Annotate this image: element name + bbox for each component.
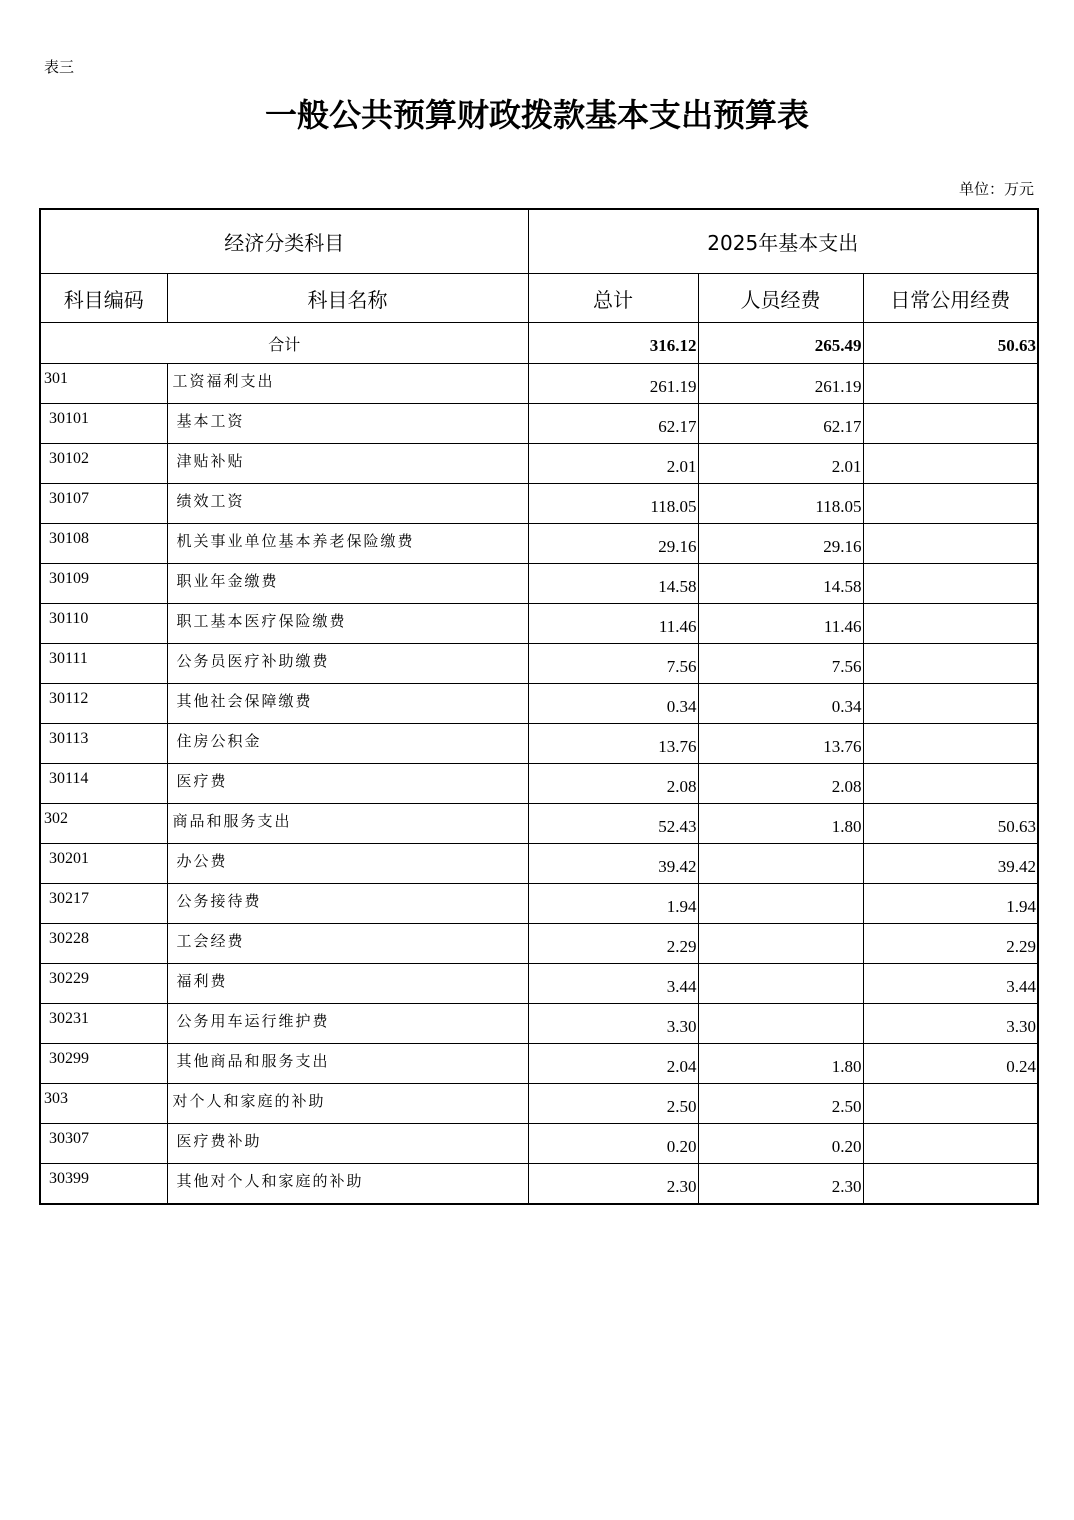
cell-public (863, 484, 1038, 524)
cell-total: 29.16 (528, 524, 698, 564)
budget-table (39, 208, 1039, 1205)
table-row (40, 444, 1038, 484)
cell-public (863, 364, 1038, 404)
cell-code: 30113 (40, 724, 167, 764)
cell-total: 0.34 (528, 684, 698, 724)
cell-personnel: 29.16 (698, 524, 863, 564)
cell-public (863, 604, 1038, 644)
cell-code: 30110 (40, 604, 167, 644)
cell-personnel (698, 924, 863, 964)
cell-total: 52.43 (528, 804, 698, 844)
cell-personnel: 261.19 (698, 364, 863, 404)
table-row (40, 724, 1038, 764)
cell-personnel: 1.80 (698, 804, 863, 844)
cell-public (863, 764, 1038, 804)
table-row (40, 1044, 1038, 1084)
cell-code: 30307 (40, 1124, 167, 1164)
total-row (40, 323, 1038, 364)
page-title: 一般公共预算财政拨款基本支出预算表 (264, 96, 809, 134)
cell-personnel: 11.46 (698, 604, 863, 644)
cell-code: 30217 (40, 884, 167, 924)
cell-public (863, 684, 1038, 724)
cell-public: 39.42 (863, 844, 1038, 884)
cell-public (863, 724, 1038, 764)
cell-name: 其他商品和服务支出 (167, 1044, 528, 1084)
header-column-row (40, 274, 1038, 323)
cell-personnel: 2.08 (698, 764, 863, 804)
cell-code: 30231 (40, 1004, 167, 1044)
cell-public: 2.29 (863, 924, 1038, 964)
cell-name: 福利费 (167, 964, 528, 1004)
cell-code: 30108 (40, 524, 167, 564)
cell-total: 3.30 (528, 1004, 698, 1044)
table-row (40, 964, 1038, 1004)
cell-name: 机关事业单位基本养老保险缴费 (167, 524, 528, 564)
cell-public (863, 524, 1038, 564)
total-cell-public: 50.63 (863, 323, 1038, 364)
cell-name: 公务员医疗补助缴费 (167, 644, 528, 684)
table-row (40, 484, 1038, 524)
cell-total: 62.17 (528, 404, 698, 444)
cell-total: 1.94 (528, 884, 698, 924)
table-row (40, 1084, 1038, 1124)
cell-total: 2.08 (528, 764, 698, 804)
column-header-public: 日常公用经费 (863, 274, 1038, 323)
cell-name: 职业年金缴费 (167, 564, 528, 604)
table-row (40, 764, 1038, 804)
cell-name: 住房公积金 (167, 724, 528, 764)
header-group-row (40, 209, 1038, 274)
cell-code: 30228 (40, 924, 167, 964)
table-row (40, 644, 1038, 684)
cell-code: 30111 (40, 644, 167, 684)
cell-code: 303 (40, 1084, 167, 1124)
cell-public: 3.30 (863, 1004, 1038, 1044)
cell-total: 14.58 (528, 564, 698, 604)
cell-personnel: 62.17 (698, 404, 863, 444)
cell-code: 30109 (40, 564, 167, 604)
cell-name: 津贴补贴 (167, 444, 528, 484)
table-row (40, 1004, 1038, 1044)
cell-name: 公务接待费 (167, 884, 528, 924)
total-cell-personnel: 265.49 (698, 323, 863, 364)
table-row (40, 684, 1038, 724)
cell-public (863, 1084, 1038, 1124)
cell-code: 30102 (40, 444, 167, 484)
cell-code: 30229 (40, 964, 167, 1004)
cell-total: 3.44 (528, 964, 698, 1004)
table-row (40, 804, 1038, 844)
column-header-personnel: 人员经费 (698, 274, 863, 323)
cell-name: 工会经费 (167, 924, 528, 964)
cell-personnel: 2.01 (698, 444, 863, 484)
cell-public: 50.63 (863, 804, 1038, 844)
cell-public (863, 1164, 1038, 1205)
cell-personnel (698, 844, 863, 884)
cell-personnel: 0.34 (698, 684, 863, 724)
column-header-total: 总计 (528, 274, 698, 323)
cell-name: 医疗费 (167, 764, 528, 804)
cell-public (863, 1124, 1038, 1164)
table-row (40, 604, 1038, 644)
table-row (40, 1164, 1038, 1205)
table-row (40, 924, 1038, 964)
cell-name: 其他对个人和家庭的补助 (167, 1164, 528, 1205)
cell-total: 7.56 (528, 644, 698, 684)
total-cell-total: 316.12 (528, 323, 698, 364)
cell-personnel: 7.56 (698, 644, 863, 684)
cell-personnel: 118.05 (698, 484, 863, 524)
unit-label: 单位：万元 (958, 180, 1034, 198)
total-label: 合计 (40, 323, 528, 364)
cell-total: 39.42 (528, 844, 698, 884)
cell-name: 职工基本医疗保险缴费 (167, 604, 528, 644)
cell-personnel (698, 1004, 863, 1044)
group-header-economic-category: 经济分类科目 (40, 209, 528, 274)
cell-total: 13.76 (528, 724, 698, 764)
cell-public (863, 644, 1038, 684)
table-row (40, 524, 1038, 564)
cell-total: 0.20 (528, 1124, 698, 1164)
table-row (40, 844, 1038, 884)
cell-personnel: 14.58 (698, 564, 863, 604)
cell-total: 2.01 (528, 444, 698, 484)
cell-code: 30101 (40, 404, 167, 444)
cell-public: 0.24 (863, 1044, 1038, 1084)
column-header-name: 科目名称 (167, 274, 528, 323)
table-row (40, 884, 1038, 924)
table-row (40, 404, 1038, 444)
cell-name: 医疗费补助 (167, 1124, 528, 1164)
cell-personnel (698, 884, 863, 924)
cell-total: 261.19 (528, 364, 698, 404)
cell-personnel: 2.50 (698, 1084, 863, 1124)
cell-total: 118.05 (528, 484, 698, 524)
cell-personnel: 13.76 (698, 724, 863, 764)
column-header-code: 科目编码 (40, 274, 167, 323)
cell-public (863, 404, 1038, 444)
cell-code: 30107 (40, 484, 167, 524)
group-header-basic-expenditure: 2025年基本支出 (528, 209, 1038, 274)
table-row (40, 364, 1038, 404)
cell-code: 30114 (40, 764, 167, 804)
table-number: 表三 (44, 58, 75, 76)
cell-personnel (698, 964, 863, 1004)
cell-name: 其他社会保障缴费 (167, 684, 528, 724)
cell-name: 商品和服务支出 (167, 804, 528, 844)
cell-code: 30299 (40, 1044, 167, 1084)
cell-name: 办公费 (167, 844, 528, 884)
cell-public (863, 564, 1038, 604)
cell-public: 1.94 (863, 884, 1038, 924)
cell-name: 基本工资 (167, 404, 528, 444)
cell-code: 301 (40, 364, 167, 404)
cell-public (863, 444, 1038, 484)
table-body (40, 323, 1038, 1205)
cell-total: 2.04 (528, 1044, 698, 1084)
cell-total: 2.29 (528, 924, 698, 964)
table-row (40, 1124, 1038, 1164)
cell-name: 对个人和家庭的补助 (167, 1084, 528, 1124)
table-row (40, 564, 1038, 604)
cell-total: 11.46 (528, 604, 698, 644)
cell-total: 2.50 (528, 1084, 698, 1124)
cell-code: 30112 (40, 684, 167, 724)
cell-personnel: 2.30 (698, 1164, 863, 1205)
cell-code: 30201 (40, 844, 167, 884)
cell-name: 工资福利支出 (167, 364, 528, 404)
cell-name: 绩效工资 (167, 484, 528, 524)
cell-public: 3.44 (863, 964, 1038, 1004)
cell-personnel: 1.80 (698, 1044, 863, 1084)
cell-name: 公务用车运行维护费 (167, 1004, 528, 1044)
cell-personnel: 0.20 (698, 1124, 863, 1164)
cell-code: 30399 (40, 1164, 167, 1205)
cell-total: 2.30 (528, 1164, 698, 1205)
cell-code: 302 (40, 804, 167, 844)
